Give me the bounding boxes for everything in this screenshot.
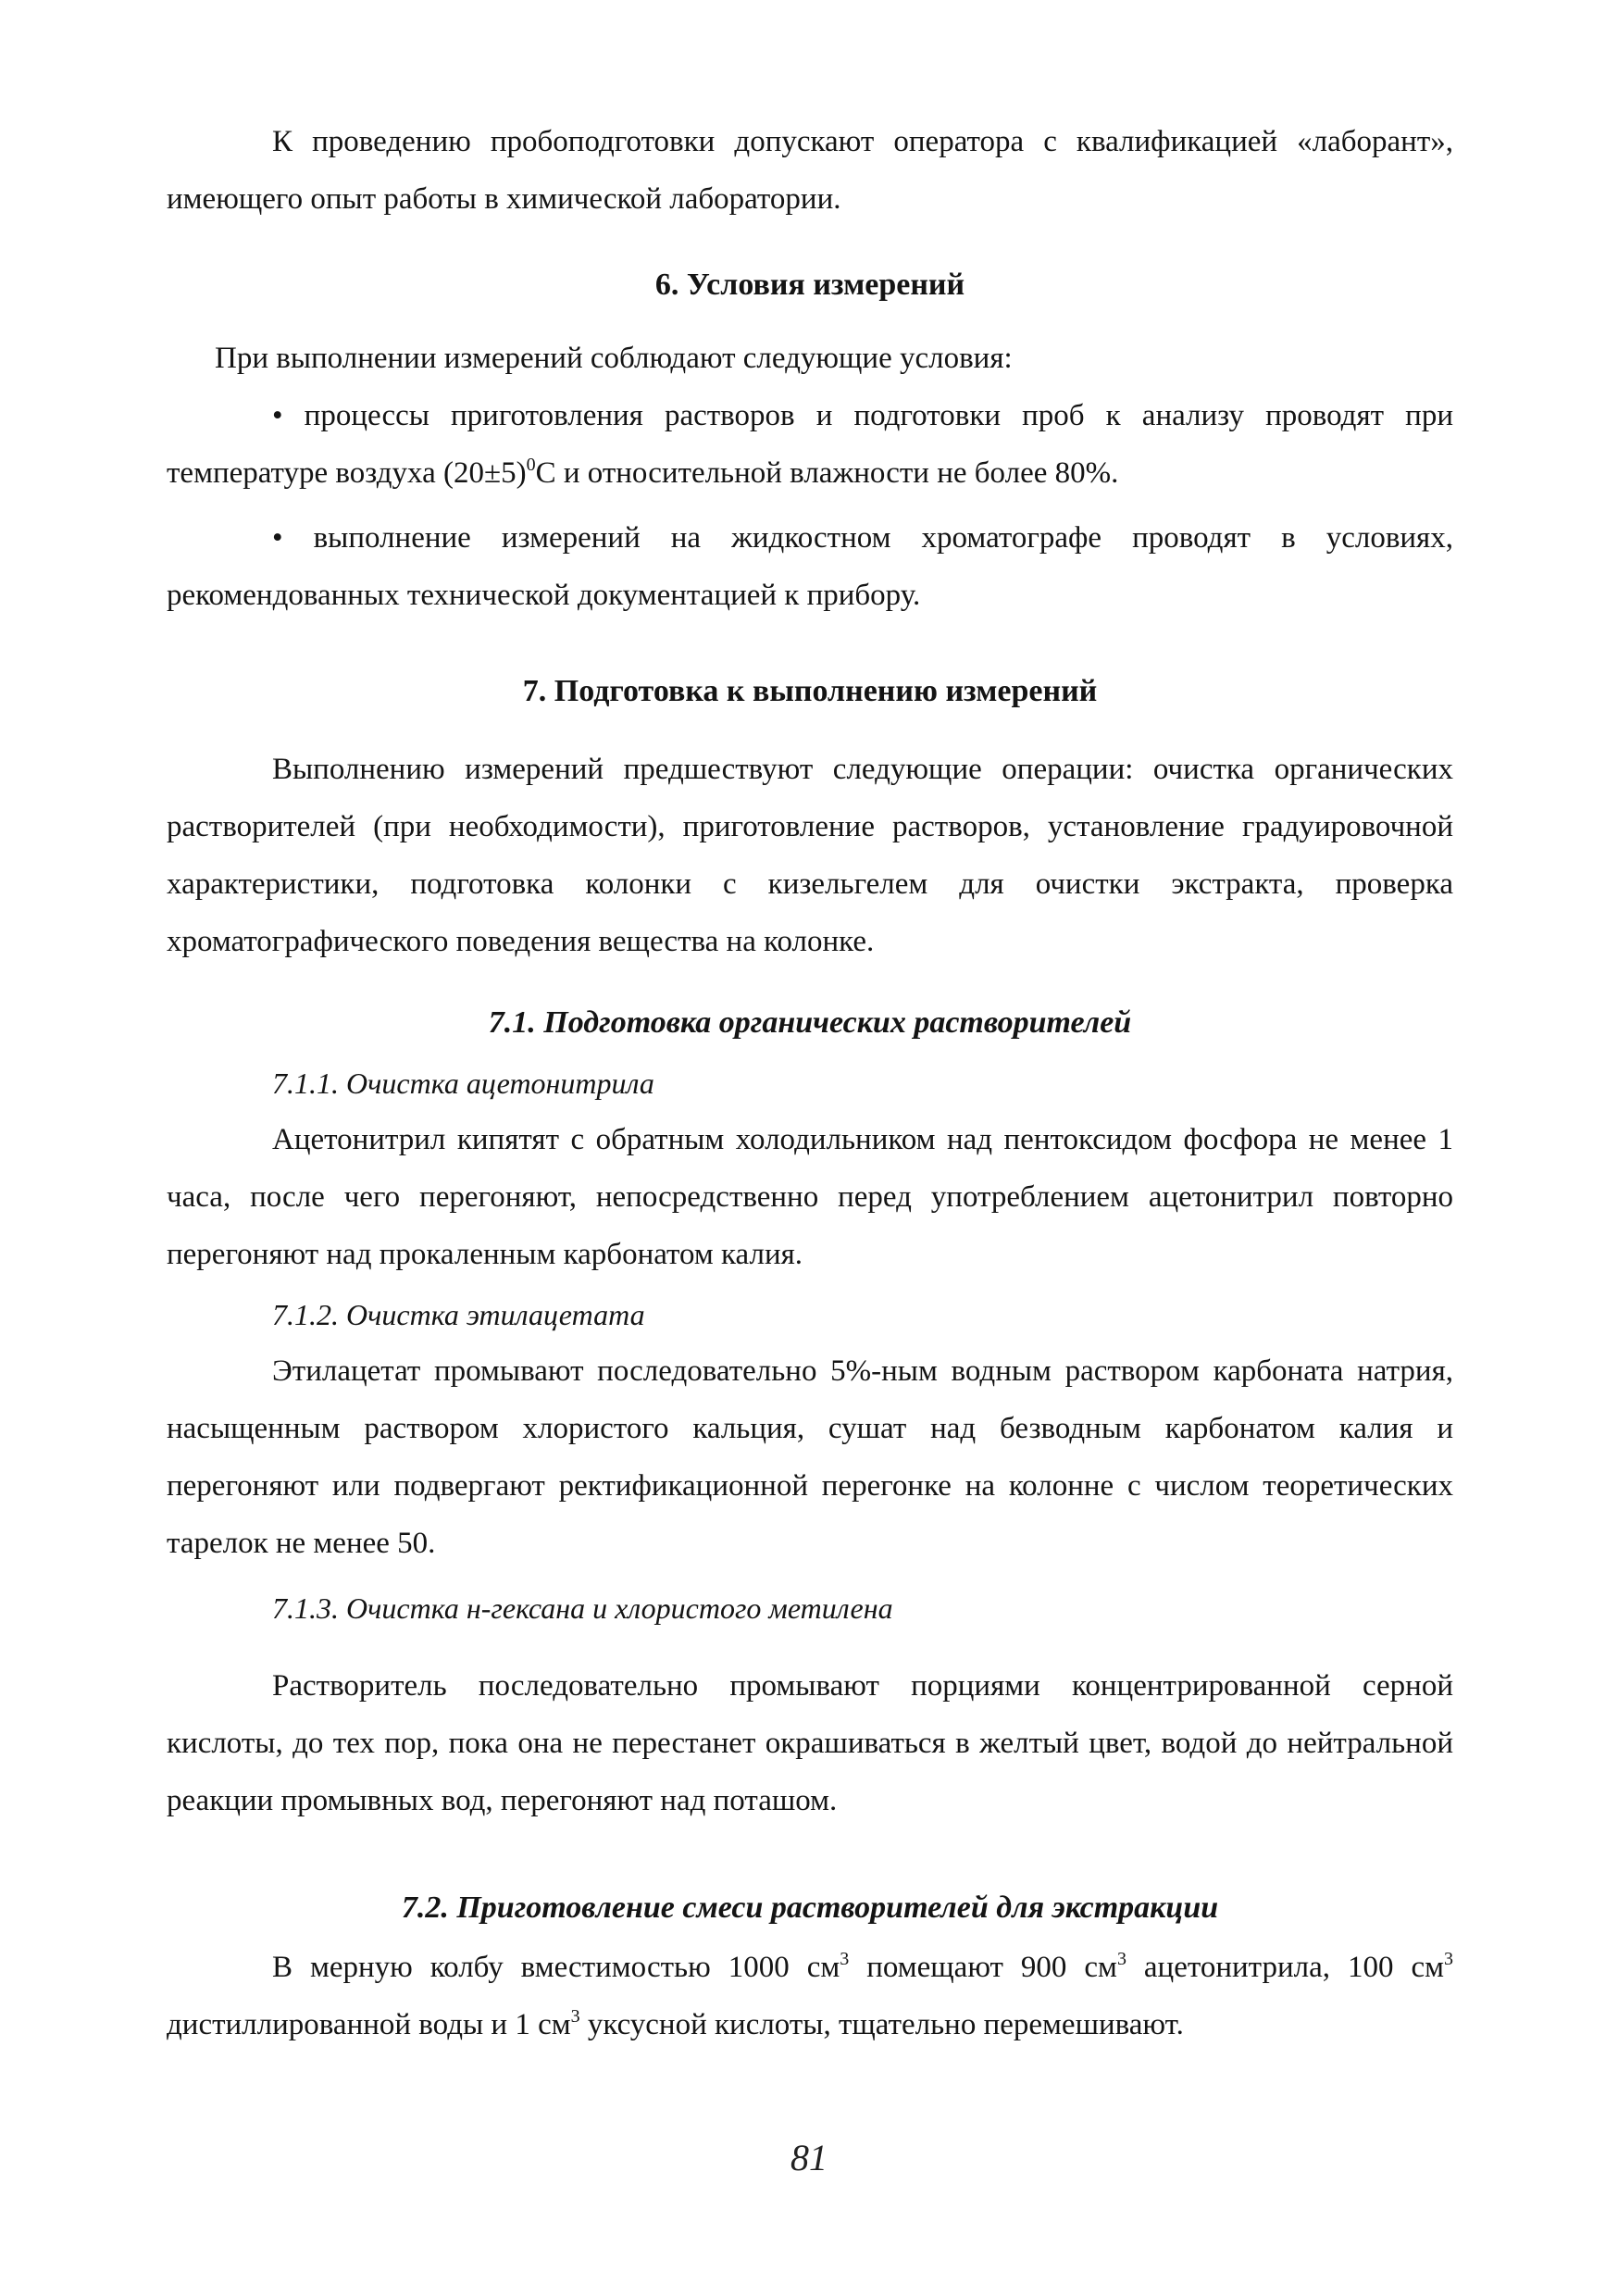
cube-superscript-3: 3 [1444, 1949, 1453, 1969]
degree-superscript: 0 [526, 455, 536, 475]
text-part-3: ацетонитрила, 100 см [1126, 1951, 1444, 1984]
section-6-bullet-1 [167, 387, 1453, 502]
intro-paragraph: К проведению пробоподготовки допускают оператора с квалификацией «лаборант», имеющего опыт работы в химической лаборатории. [167, 125, 1453, 216]
section-7-2-heading: 7.2. Приготовление смеси растворителей для экстракции [401, 1890, 1219, 1925]
subsection-7-1-1-title: 7.1.1. Очистка ацетонитрила [272, 1067, 654, 1100]
section-7-heading: 7. Подготовка к выполнению измерений [522, 674, 1098, 708]
text-part-1: В мерную колбу вместимостью 1000 см [272, 1951, 840, 1984]
cube-superscript-4: 3 [570, 2006, 580, 2027]
subsection-7-1-2-text: Этилацетат промывают последовательно 5%-ным водным раствором карбоната натрия, насыщенным раствором хлористого кальция, сушат над безводным карбонатом калия и перегоняют или подвергают ректификационной перегонке на колонне с числом теоретических тарелок не менее 50. [167, 1354, 1453, 1560]
subsection-7-1-2-title: 7.1.2. Очистка этилацетата [272, 1298, 645, 1331]
cube-superscript-2: 3 [1116, 1949, 1126, 1969]
section-6-heading: 6. Условия измерений [654, 268, 965, 302]
subsection-7-1-3-text: Растворитель последовательно промывают порциями концентрированной серной кислоты, до тех пор, пока она не перестанет окрашиваться в желтый цвет, водой до нейтральной реакции промывных вод, перегоняют над поташом. [167, 1669, 1453, 1817]
page-number: 81 [790, 2137, 828, 2178]
text-part-5: уксусной кислоты, тщательно перемешивают. [579, 2008, 1184, 2041]
text-part-4: дистиллированной воды и 1 см [167, 2008, 571, 2041]
section-7-2-paragraph [167, 1939, 1453, 2053]
section-6-lead: При выполнении измерений соблюдают следующие условия: [215, 342, 1013, 375]
section-7-paragraph: Выполнению измерений предшествуют следующие операции: очистка органических растворителей (при необходимости), приготовление растворов, установление градуировочной характеристики, подготовка колонки с кизельгелем для очистки экстракта, проверка хроматографического поведения вещества на колонке. [167, 753, 1453, 958]
section-7-1-heading: 7.1. Подготовка органических растворителей [488, 1005, 1132, 1040]
subsection-7-1-3-title: 7.1.3. Очистка н-гексана и хлористого метилена [272, 1591, 893, 1625]
subsection-7-1-1-text: Ацетонитрил кипятят с обратным холодильником над пентоксидом фосфора не менее 1 часа, после чего перегоняют, непосредственно перед употреблением ацетонитрил повторно перегоняют над прокаленным карбонатом калия. [167, 1123, 1453, 1271]
bullet-1-text-a: • процессы приготовления растворов и подготовки проб к анализу проводят при температуре воздуха (20±5) [167, 399, 1453, 490]
section-6-bullet-2: • выполнение измерений на жидкостном хроматографе проводят в условиях, рекомендованных технической документацией к прибору. [167, 521, 1453, 612]
cube-superscript-1: 3 [840, 1949, 850, 1969]
bullet-1-text-b: С и относительной влажности не более 80%. [535, 456, 1119, 490]
text-part-2: помещают 900 см [849, 1951, 1117, 1984]
